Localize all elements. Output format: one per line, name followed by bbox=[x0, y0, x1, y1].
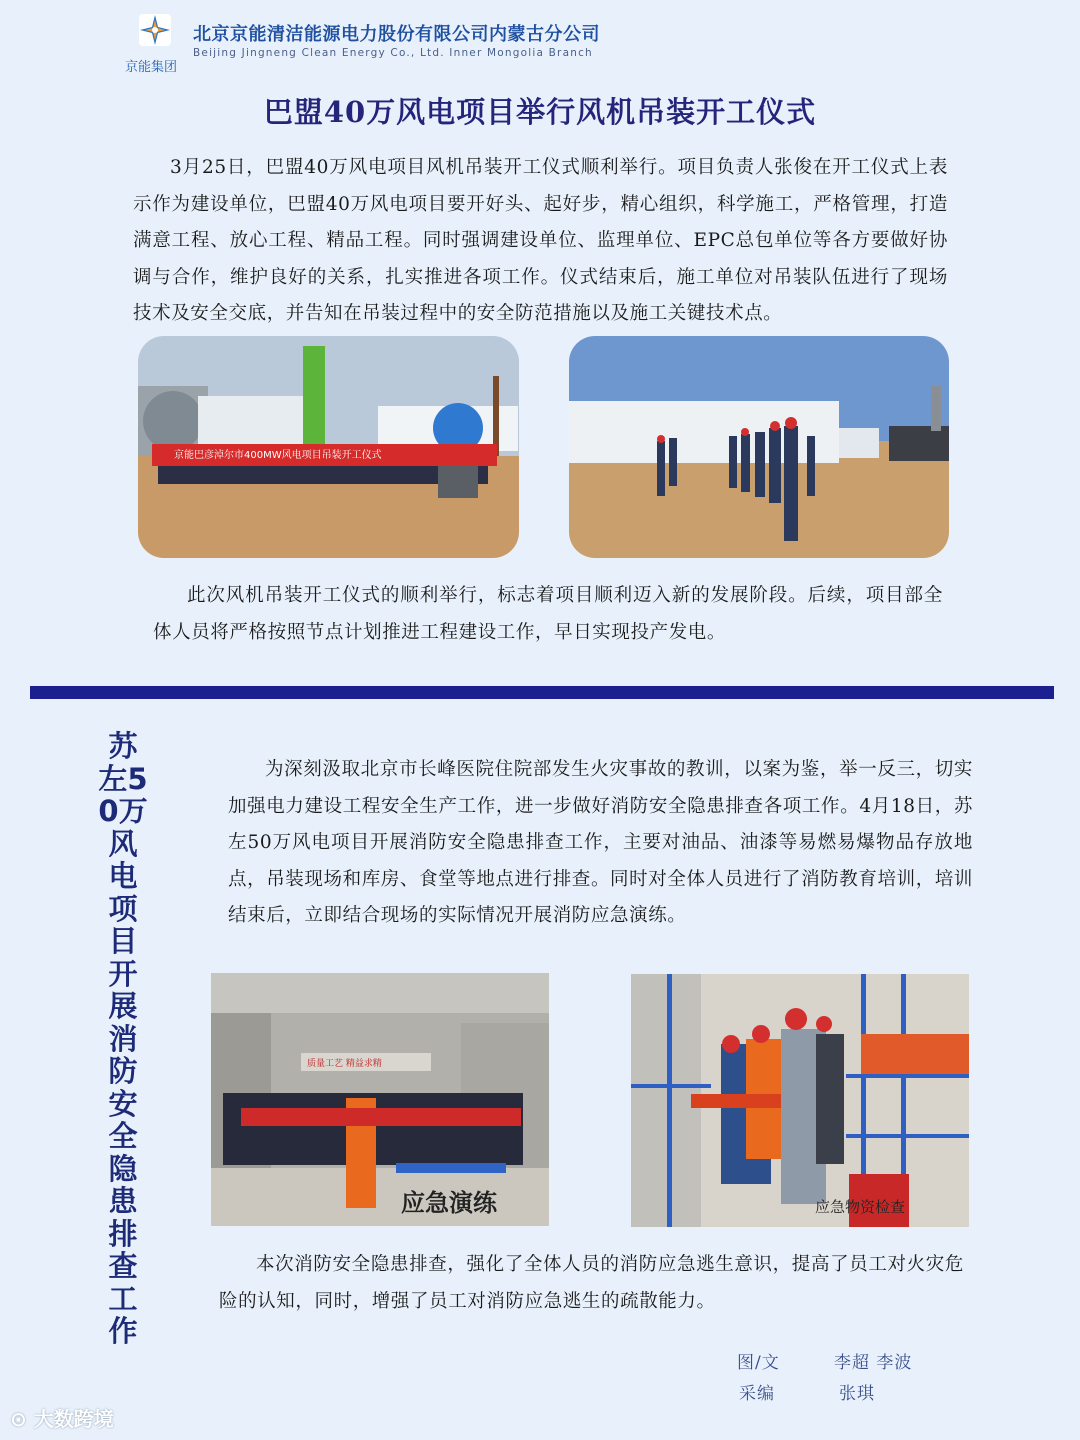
credits-editor-label: 采编 bbox=[739, 1384, 775, 1404]
watermark-logo-icon: ⊙ bbox=[10, 1407, 34, 1431]
watermark-text: 大数跨境 bbox=[33, 1407, 114, 1431]
section-divider bbox=[30, 686, 1054, 699]
company-name-cn: 北京京能清洁能源电力股份有限公司内蒙古分公司 bbox=[193, 24, 600, 45]
supplies-check-photo bbox=[631, 974, 969, 1227]
credits-photo-text-label: 图/文 bbox=[737, 1353, 780, 1373]
article1-paragraph2: 此次风机吊装开工仪式的顺利举行，标志着项目顺利迈入新的发展阶段。后续，项目部全体人员将严格按照节点计划推进工程建设工作，早日实现投产发电。 bbox=[153, 585, 943, 643]
supplies-photo-caption: 应急物资检查 bbox=[815, 1198, 906, 1216]
article2-paragraph2: 本次消防安全隐患排查，强化了全体人员的消防应急逃生意识，提高了员工对火灾危险的认知，同时，增强了员工对消防应急逃生的疏散能力。 bbox=[219, 1254, 964, 1312]
emergency-drill-photo bbox=[211, 973, 549, 1226]
drill-photo-caption: 应急演练 bbox=[401, 1189, 497, 1217]
drill-wall-sign: 质量工艺 精益求精 bbox=[307, 1059, 382, 1069]
article2-paragraph1: 为深刻汲取北京市长峰医院住院部发生火灾事故的教训，以案为鉴，举一反三，切实加强电力建设工程安全生产工作，进一步做好消防安全隐患排查各项工作。4月18日，苏左50万风电项目开展消防安全隐患排查工作，主要对油品、油漆等易燃易爆物品存放地点，吊装现场和库房、食堂等地点进行排查。同时对全体人员进行了消防教育培训，培训结束后，立即结合现场的实际情况开展消防应急演练。 bbox=[228, 759, 973, 926]
company-name-en: Beijing Jingneng Clean Energy Co., Ltd. Inner Mongolia Branch bbox=[193, 47, 593, 59]
watermark bbox=[10, 1403, 114, 1432]
site-briefing-photo bbox=[569, 336, 949, 558]
article2-vertical-title: 苏左50万风电项目开展消防安全隐患排查工作 bbox=[98, 729, 148, 1348]
credits-photo-text-names: 李超 李波 bbox=[834, 1353, 913, 1373]
article1-paragraph1: 3月25日，巴盟40万风电项目风机吊装开工仪式顺利举行。项目负责人张俊在开工仪式上表示作为建设单位，巴盟40万风电项目要开好头、起好步，精心组织，科学施工，严格管理，打造满意工程、放心工程、精品工程。同时强调建设单位、监理单位、EPC总包单位等各方要做好协调与合作，维护良好的关系，扎实推进各项工作。仪式结束后，施工单位对吊装队伍进行了现场技术及安全交底，并告知在吊装过程中的安全防范措施以及施工关键技术点。 bbox=[133, 157, 948, 324]
ceremony-group-photo bbox=[138, 336, 519, 558]
article1-title: 巴盟40万风电项目举行风机吊装开工仪式 bbox=[263, 95, 817, 129]
jingneng-logo-icon bbox=[137, 12, 173, 48]
ceremony-banner-text: 京能巴彦淖尔市400MW风电项目吊装开工仪式 bbox=[174, 450, 382, 461]
page-header bbox=[125, 12, 725, 75]
credits-editor-names: 张琪 bbox=[839, 1384, 875, 1404]
logo-text: 京能集团 bbox=[125, 60, 178, 75]
